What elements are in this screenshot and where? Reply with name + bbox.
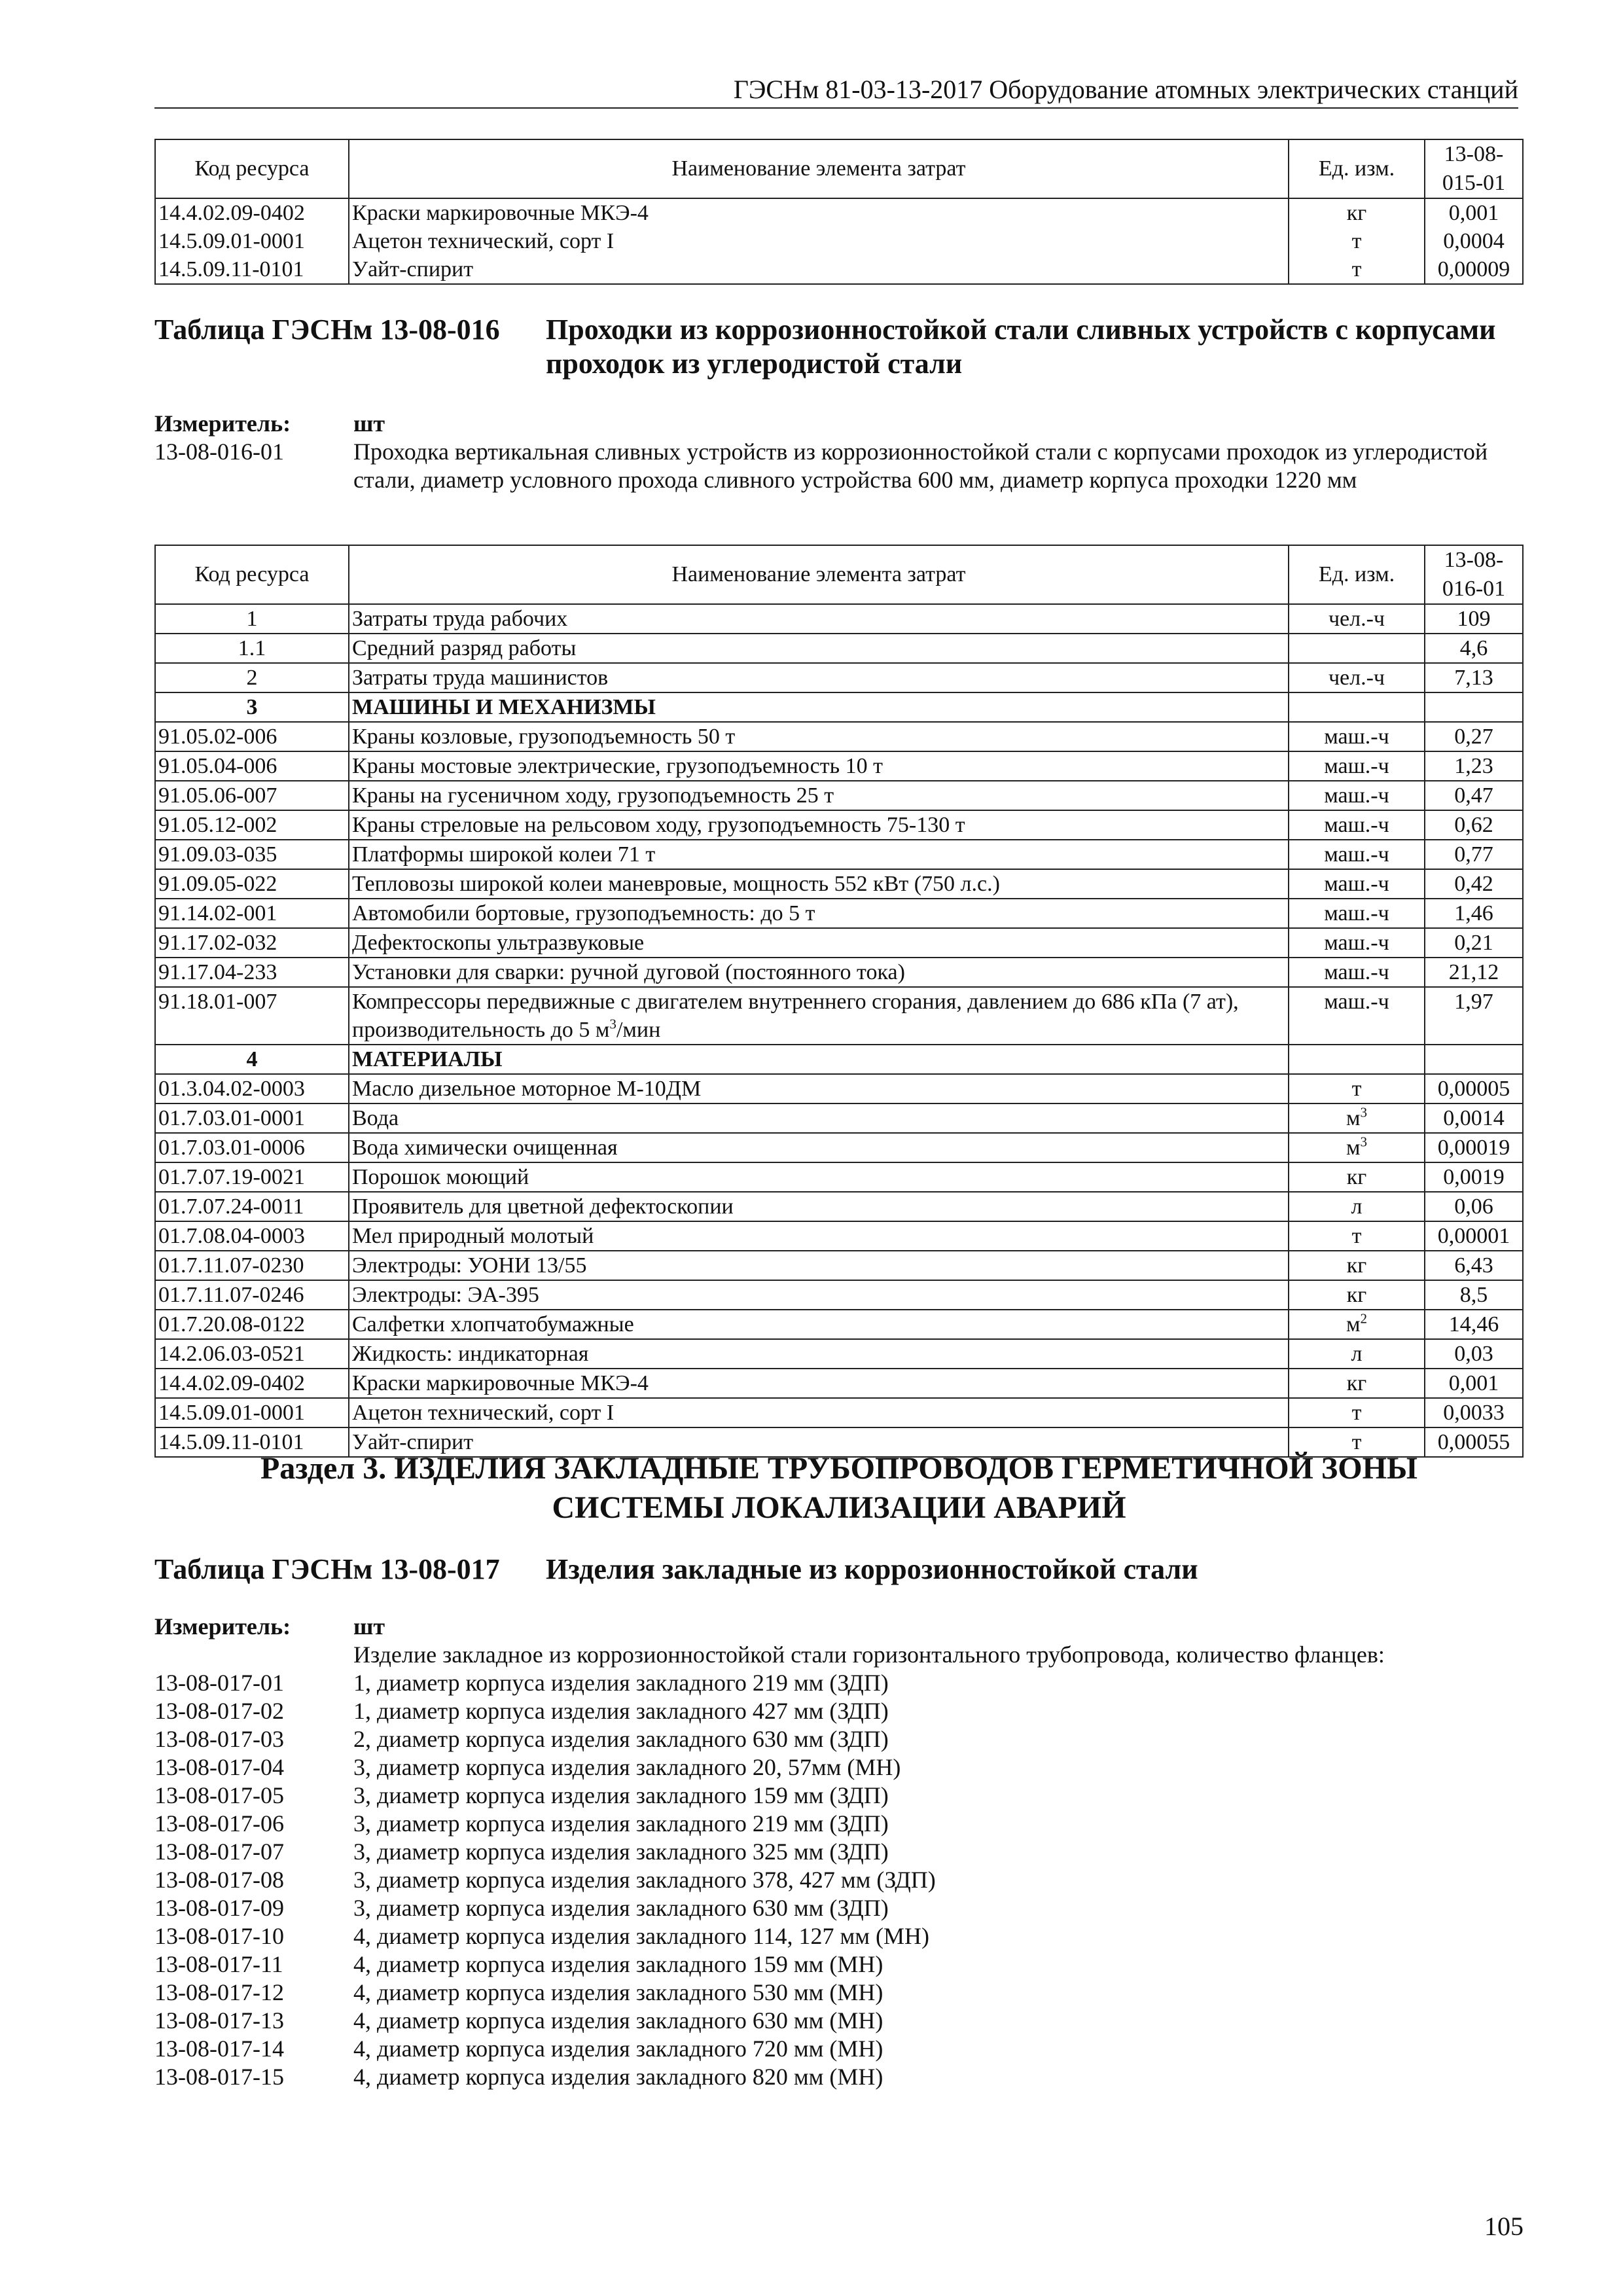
resource-value: 8,5 (1425, 1280, 1523, 1310)
list-intro (154, 1641, 1524, 1669)
resource-unit: кг (1289, 198, 1425, 227)
table-row (155, 255, 1523, 284)
col-header-code: Код ресурса (155, 139, 349, 198)
resource-code: 14.4.02.09-0402 (155, 198, 349, 227)
resource-unit (1289, 634, 1425, 663)
cost-table-prev (154, 139, 1524, 285)
resource-unit: $м^3$ (1289, 1133, 1425, 1162)
resource-name: Средний разряд работы (349, 634, 1289, 663)
group-code: 3 (155, 692, 349, 722)
resource-unit: чел.-ч (1289, 604, 1425, 634)
table-header-row (155, 545, 1523, 604)
meter-unit: шт (353, 410, 385, 437)
col-header-name: Наименование элемента затрат (349, 139, 1289, 198)
norm-code: 13-08-017-06 (154, 1810, 284, 1837)
norm-code: 13-08-017-01 (154, 1670, 284, 1696)
table-header-row (155, 139, 1523, 198)
resource-code: 91.09.05-022 (155, 869, 349, 899)
group-code: 4 (155, 1045, 349, 1074)
resource-name: Краны мостовые электрические, грузоподъемность 10 т (349, 751, 1289, 781)
resource-code: 01.7.07.19-0021 (155, 1162, 349, 1192)
resource-unit: т (1289, 1427, 1425, 1457)
resource-name: Вода (349, 1103, 1289, 1133)
resource-code: 91.14.02-001 (155, 899, 349, 928)
table-row (155, 781, 1523, 810)
resource-unit: $м^3$ (1289, 1103, 1425, 1133)
resource-unit: маш.-ч (1289, 722, 1425, 751)
resource-code: 01.7.20.08-0122 (155, 1310, 349, 1339)
resource-unit: л (1289, 1339, 1425, 1369)
cost-table-016 (154, 545, 1524, 1458)
group-heading-row (155, 692, 1523, 722)
meter-row (154, 1613, 1524, 1641)
norm-code: 13-08-017-08 (154, 1867, 284, 1893)
norm-code: 13-08-017-05 (154, 1782, 284, 1808)
table-017-list (154, 1613, 1524, 2091)
resource-name: Вода химически очищенная (349, 1133, 1289, 1162)
table-017-title (154, 1552, 1529, 1587)
table-017-number: Таблица ГЭСНм 13-08-017 (154, 1553, 500, 1585)
resource-name: Уайт-спирит (349, 1427, 1289, 1457)
norm-description: 2, диаметр корпуса изделия закладного 630 мм (ЗДП) (353, 1726, 889, 1752)
norm-code: 13-08-017-04 (154, 1754, 284, 1780)
norm-code: 13-08-017-12 (154, 1979, 284, 2005)
resource-code: 2 (155, 663, 349, 692)
resource-code: 01.7.03.01-0001 (155, 1103, 349, 1133)
col-header-unit: Ед. изм. (1289, 545, 1425, 604)
resource-name: Порошок моющий (349, 1162, 1289, 1192)
list-item (154, 1866, 1524, 1894)
resource-name: Ацетон технический, сорт I (349, 1398, 1289, 1427)
list-item (154, 1810, 1524, 1838)
resource-value: 0,00055 (1425, 1427, 1523, 1457)
resource-value: 1,46 (1425, 899, 1523, 928)
resource-unit: кг (1289, 1251, 1425, 1280)
resource-name: Электроды: УОНИ 13/55 (349, 1251, 1289, 1280)
resource-value: 4,6 (1425, 634, 1523, 663)
resource-name: Проявитель для цветной дефектоскопии (349, 1192, 1289, 1221)
meter-unit: шт (353, 1613, 385, 1640)
resource-value: 14,46 (1425, 1310, 1523, 1339)
resource-name: Затраты труда машинистов (349, 663, 1289, 692)
resource-unit: маш.-ч (1289, 869, 1425, 899)
group-heading: МАТЕРИАЛЫ (349, 1045, 1289, 1074)
norm-description: 3, диаметр корпуса изделия закладного 630 мм (ЗДП) (353, 1895, 889, 1921)
resource-name: Установки для сварки: ручной дуговой (постоянного тока) (349, 958, 1289, 987)
resource-name: Уайт-спирит (349, 255, 1289, 284)
resource-value: 1,97 (1425, 987, 1523, 1045)
resource-unit: маш.-ч (1289, 899, 1425, 928)
resource-code: 91.05.06-007 (155, 781, 349, 810)
table-016-meter (154, 410, 1524, 494)
resource-value: 0,0019 (1425, 1162, 1523, 1192)
resource-unit: т (1289, 255, 1425, 284)
norm-description: 4, диаметр корпуса изделия закладного 630 мм (МН) (353, 2007, 883, 2034)
resource-value: 21,12 (1425, 958, 1523, 987)
resource-value: 0,001 (1425, 198, 1523, 227)
norm-description: 3, диаметр корпуса изделия закладного 378, 427 мм (ЗДП) (353, 1867, 936, 1893)
table-row (155, 198, 1523, 227)
norm-description: 1, диаметр корпуса изделия закладного 219 мм (ЗДП) (353, 1670, 889, 1696)
table-row (155, 840, 1523, 869)
resource-name: Краны на гусеничном ходу, грузоподъемность 25 т (349, 781, 1289, 810)
resource-value: 0,42 (1425, 869, 1523, 899)
col-header-name: Наименование элемента затрат (349, 545, 1289, 604)
resource-unit: кг (1289, 1162, 1425, 1192)
table-row (155, 1103, 1523, 1133)
resource-unit: $м^2$ (1289, 1310, 1425, 1339)
list-item (154, 2007, 1524, 2035)
meter-label: Измеритель: (154, 1613, 291, 1640)
norm-code: 13-08-017-13 (154, 2007, 284, 2034)
resource-unit: л (1289, 1192, 1425, 1221)
section-3-title (154, 1449, 1524, 1528)
norm-code: 13-08-017-15 (154, 2064, 284, 2090)
list-item (154, 1697, 1524, 1725)
list-item (154, 1725, 1524, 1753)
resource-value: 0,0014 (1425, 1103, 1523, 1133)
norm-code: 13-08-017-09 (154, 1895, 284, 1921)
table-row (155, 987, 1523, 1045)
resource-unit: маш.-ч (1289, 840, 1425, 869)
table-016-title (154, 313, 1529, 381)
table-row (155, 751, 1523, 781)
table-row (155, 1162, 1523, 1192)
resource-value: 0,0033 (1425, 1398, 1523, 1427)
list-item (154, 1782, 1524, 1810)
norm-code: 13-08-017-02 (154, 1698, 284, 1724)
resource-value: 0,21 (1425, 928, 1523, 958)
list-item (154, 1894, 1524, 1922)
resource-value: 0,00001 (1425, 1221, 1523, 1251)
resource-name: Масло дизельное моторное М-10ДМ (349, 1074, 1289, 1103)
resource-unit: маш.-ч (1289, 987, 1425, 1045)
norm-code: 13-08-017-07 (154, 1839, 284, 1865)
list-item (154, 2035, 1524, 2063)
norm-code: 13-08-016-01 (154, 439, 284, 465)
labor-group (155, 604, 1523, 663)
norm-description: 4, диаметр корпуса изделия закладного 720 мм (МН) (353, 2036, 883, 2062)
resource-name: Ацетон технический, сорт I (349, 227, 1289, 255)
list-item (154, 1979, 1524, 2007)
resource-code: 91.18.01-007 (155, 987, 349, 1045)
resource-name: Затраты труда рабочих (349, 604, 1289, 634)
norm-description: 4, диаметр корпуса изделия закладного 159 мм (МН) (353, 1951, 883, 1977)
resource-name: Краны стреловые на рельсовом ходу, грузоподъемность 75-130 т (349, 810, 1289, 840)
resource-code: 1 (155, 604, 349, 634)
col-header-code: Код ресурса (155, 545, 349, 604)
norm-description: 4, диаметр корпуса изделия закладного 820 мм (МН) (353, 2064, 883, 2090)
table-016-name: Проходки из коррозионностойкой стали сливных устройств с корпусами проходок из углеродистой стали (546, 314, 1496, 380)
table-017-name: Изделия закладные из коррозионностойкой стали (546, 1553, 1198, 1585)
table-row (155, 722, 1523, 751)
resource-name: Компрессоры передвижные с двигателем внутреннего сгорания, давлением до 686 кПа (7 ат), производительность до 5 $м^3$/мин (349, 987, 1289, 1045)
norm-description: 3, диаметр корпуса изделия закладного 325 мм (ЗДП) (353, 1839, 889, 1865)
resource-name: Салфетки хлопчатобумажные (349, 1310, 1289, 1339)
resource-value: 0,00005 (1425, 1074, 1523, 1103)
resource-unit: чел.-ч (1289, 663, 1425, 692)
table-row (155, 1280, 1523, 1310)
resource-value: 6,43 (1425, 1251, 1523, 1280)
resource-name: Электроды: ЭА-395 (349, 1280, 1289, 1310)
resource-unit: т (1289, 1221, 1425, 1251)
resource-code: 14.5.09.01-0001 (155, 1398, 349, 1427)
resource-name: Тепловозы широкой колеи маневровые, мощность 552 кВт (750 л.с.) (349, 869, 1289, 899)
section-3-line-2: СИСТЕМЫ ЛОКАЛИЗАЦИИ АВАРИЙ (552, 1490, 1126, 1525)
materials-group (155, 1045, 1523, 1457)
table-row (155, 227, 1523, 255)
norm-item (154, 438, 1524, 494)
resource-name: Жидкость: индикаторная (349, 1339, 1289, 1369)
table-row (155, 810, 1523, 840)
list-item (154, 2063, 1524, 2091)
resource-unit: т (1289, 227, 1425, 255)
table-row (155, 1398, 1523, 1427)
resource-value: 0,00009 (1425, 255, 1523, 284)
norm-description: 3, диаметр корпуса изделия закладного 159 мм (ЗДП) (353, 1782, 889, 1808)
norm-code: 13-08-017-11 (154, 1951, 283, 1977)
resource-code: 01.7.08.04-0003 (155, 1221, 349, 1251)
resource-code: 14.4.02.09-0402 (155, 1369, 349, 1398)
resource-value: 0,0004 (1425, 227, 1523, 255)
resource-unit: кг (1289, 1369, 1425, 1398)
list-item (154, 1950, 1524, 1979)
resource-name: Краски маркировочные МКЭ-4 (349, 1369, 1289, 1398)
resource-code: 14.5.09.11-0101 (155, 1427, 349, 1457)
table-row (155, 1192, 1523, 1221)
table-row (155, 958, 1523, 987)
resource-name: Дефектоскопы ультразвуковые (349, 928, 1289, 958)
resource-name: Мел природный молотый (349, 1221, 1289, 1251)
list-item (154, 1669, 1524, 1697)
table-row (155, 1133, 1523, 1162)
table-row (155, 899, 1523, 928)
table-row (155, 1074, 1523, 1103)
norm-description: 1, диаметр корпуса изделия закладного 427 мм (ЗДП) (353, 1698, 889, 1724)
norm-description: Проходка вертикальная сливных устройств из коррозионностойкой стали с корпусами проходок из углеродистой стали, диаметр условного прохода сливного устройства 600 мм, диаметр корпуса проходки 1220 мм (353, 439, 1488, 493)
list-item (154, 1753, 1524, 1782)
running-header: ГЭСНм 81-03-13-2017 Оборудование атомных электрических станций (154, 73, 1518, 109)
meter-label: Измеритель: (154, 410, 291, 437)
resource-code: 14.2.06.03-0521 (155, 1339, 349, 1369)
list-item (154, 1922, 1524, 1950)
resource-name: Платформы широкой колеи 71 т (349, 840, 1289, 869)
table-row (155, 869, 1523, 899)
table-row (155, 1251, 1523, 1280)
group-heading: МАШИНЫ И МЕХАНИЗМЫ (349, 692, 1289, 722)
norm-description: 3, диаметр корпуса изделия закладного 20, 57мм (МН) (353, 1754, 901, 1780)
resource-code: 91.05.12-002 (155, 810, 349, 840)
resource-value: 0,06 (1425, 1192, 1523, 1221)
resource-value: 0,27 (1425, 722, 1523, 751)
table-016-number: Таблица ГЭСНм 13-08-016 (154, 314, 500, 346)
resource-unit: маш.-ч (1289, 958, 1425, 987)
section-3-line-1: Раздел 3. ИЗДЕЛИЯ ЗАКЛАДНЫЕ ТРУБОПРОВОДОВ ГЕРМЕТИЧНОЙ ЗОНЫ (260, 1451, 1418, 1486)
page-number: 105 (1484, 2212, 1524, 2241)
resource-value: 7,13 (1425, 663, 1523, 692)
resource-code: 01.7.07.24-0011 (155, 1192, 349, 1221)
norm-description: 3, диаметр корпуса изделия закладного 219 мм (ЗДП) (353, 1810, 889, 1837)
resource-code: 14.5.09.01-0001 (155, 227, 349, 255)
resource-value: 0,00019 (1425, 1133, 1523, 1162)
resource-unit: маш.-ч (1289, 810, 1425, 840)
resource-value: 1,23 (1425, 751, 1523, 781)
norm-code: 13-08-017-14 (154, 2036, 284, 2062)
list-intro-text: Изделие закладное из коррозионностойкой стали горизонтального трубопровода, количество фланцев: (353, 1641, 1385, 1668)
machines-group (155, 692, 1523, 1045)
resource-code: 91.05.02-006 (155, 722, 349, 751)
col-header-unit: Ед. изм. (1289, 139, 1425, 198)
drivers-group (155, 663, 1523, 692)
group-heading-row (155, 1045, 1523, 1074)
table-row (155, 1221, 1523, 1251)
resource-code: 14.5.09.11-0101 (155, 255, 349, 284)
resource-code: 91.17.02-032 (155, 928, 349, 958)
resource-unit: кг (1289, 1280, 1425, 1310)
resource-code: 91.05.04-006 (155, 751, 349, 781)
table-row (155, 663, 1523, 692)
resource-unit: маш.-ч (1289, 751, 1425, 781)
resource-unit: маш.-ч (1289, 781, 1425, 810)
resource-value: 109 (1425, 604, 1523, 634)
resource-value: 0,77 (1425, 840, 1523, 869)
col-header-norm: 13-08-016-01 (1425, 545, 1523, 604)
norm-description: 4, диаметр корпуса изделия закладного 530 мм (МН) (353, 1979, 883, 2005)
resource-code: 01.7.11.07-0230 (155, 1251, 349, 1280)
table-row (155, 634, 1523, 663)
resource-code: 01.7.03.01-0006 (155, 1133, 349, 1162)
resource-value: 0,03 (1425, 1339, 1523, 1369)
norm-code: 13-08-017-10 (154, 1923, 284, 1949)
table-row (155, 604, 1523, 634)
resource-value: 0,001 (1425, 1369, 1523, 1398)
col-header-norm: 13-08-015-01 (1425, 139, 1523, 198)
resource-name: Автомобили бортовые, грузоподъемность: до 5 т (349, 899, 1289, 928)
resource-value: 0,62 (1425, 810, 1523, 840)
meter-row (154, 410, 1524, 438)
table-row (155, 1339, 1523, 1369)
resource-code: 91.17.04-233 (155, 958, 349, 987)
resource-unit: т (1289, 1074, 1425, 1103)
resource-code: 1.1 (155, 634, 349, 663)
table-row (155, 1369, 1523, 1398)
resource-name: Краски маркировочные МКЭ-4 (349, 198, 1289, 227)
resource-name: Краны козловые, грузоподъемность 50 т (349, 722, 1289, 751)
list-item (154, 1838, 1524, 1866)
resource-unit: т (1289, 1398, 1425, 1427)
table-row (155, 1310, 1523, 1339)
resource-value: 0,47 (1425, 781, 1523, 810)
resource-unit: маш.-ч (1289, 928, 1425, 958)
resource-code: 01.7.11.07-0246 (155, 1280, 349, 1310)
resource-code: 91.09.03-035 (155, 840, 349, 869)
resource-code: 01.3.04.02-0003 (155, 1074, 349, 1103)
norm-description: 4, диаметр корпуса изделия закладного 114, 127 мм (МН) (353, 1923, 930, 1949)
table-row (155, 928, 1523, 958)
norm-code: 13-08-017-03 (154, 1726, 284, 1752)
